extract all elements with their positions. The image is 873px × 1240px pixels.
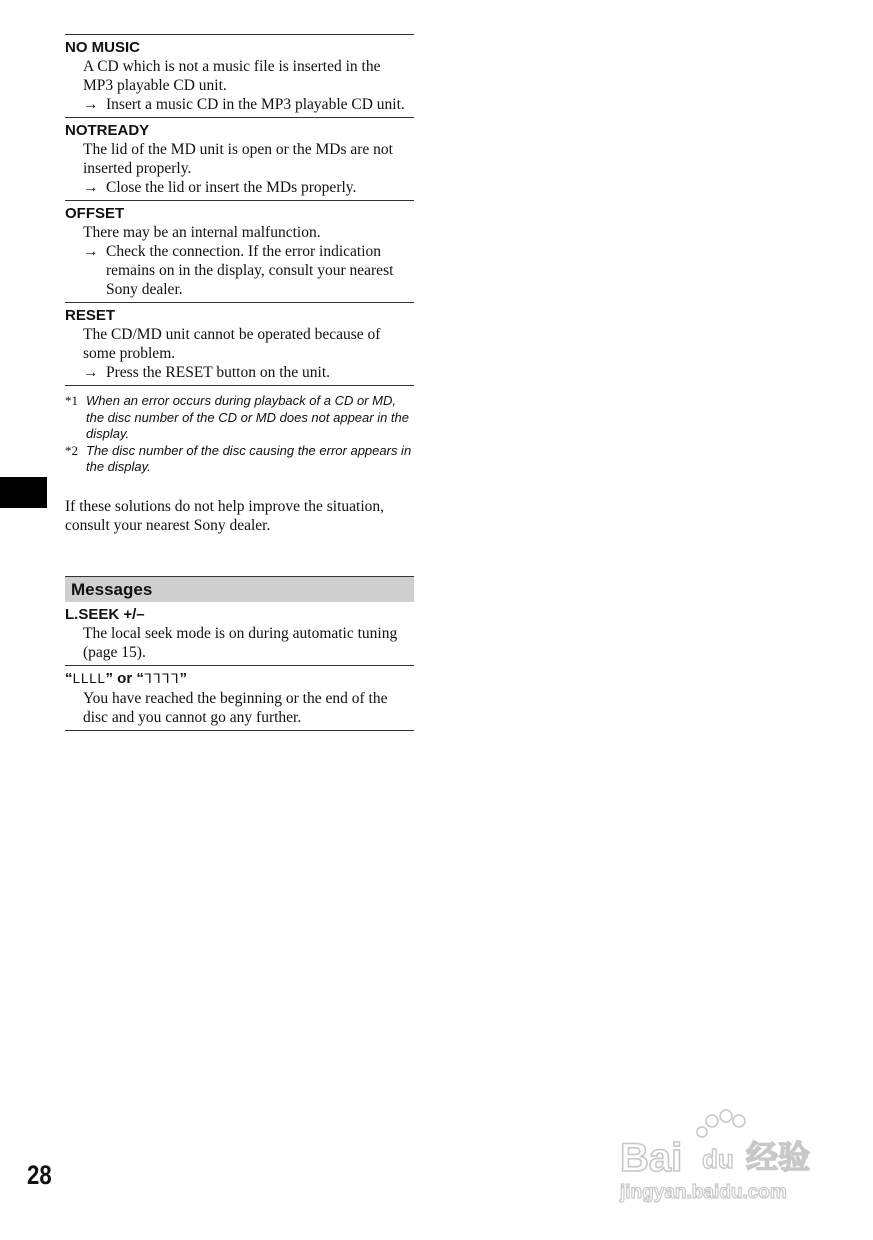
footnote-text: The disc number of the disc causing the error appears in the display. [86,442,412,474]
arrow-right-icon: → [83,243,99,260]
error-cause: There may be an internal malfunction. [83,224,321,241]
error-solution: → Press the RESET button on the unit. [83,364,331,381]
error-cause: The CD/MD unit cannot be operated because of some problem. [83,326,381,362]
arrow-right-icon: → [83,179,99,196]
message-entry-disc-limit [65,665,414,730]
display-segment-bottom: ᒪᒪᒪᒪ [72,671,106,687]
footnote-mark: *2 [65,442,78,458]
closing-paragraph: If these solutions do not help improve the situation, consult your nearest Sony dealer. [65,497,384,534]
watermark-brand-paw: du [702,1144,734,1174]
display-segment-top: ᒣᒣᒣᒣ [143,671,180,687]
error-entry-no-music [65,34,414,117]
error-code: NO MUSIC [65,39,140,56]
watermark-url: jingyan.baidu.com [620,1182,787,1203]
error-code: RESET [65,307,116,324]
error-solution: → Insert a music CD in the MP3 playable CD unit. [83,96,405,113]
main-column [65,34,414,731]
error-code: OFFSET [65,205,125,222]
divider [65,730,414,731]
error-entry-offset [65,200,414,302]
page-number: 28 [27,1160,52,1190]
section-thumb-tab [0,477,47,508]
footnote-text: When an error occurs during playback of a CD or MD, the disc number of the CD or MD does not appear in the display. [86,393,410,441]
error-solution: → Close the lid or insert the MDs properly. [83,179,357,196]
message-code: “ᒪᒪᒪᒪ” or “ᒣᒣᒣᒣ” [65,669,188,687]
watermark-brand: Bai [620,1136,683,1180]
error-cause: The lid of the MD unit is open or the MDs are not inserted properly. [83,141,393,177]
arrow-right-icon: → [83,96,99,113]
message-description: You have reached the beginning or the end of the disc and you cannot go any further. [83,689,388,726]
divider [65,385,414,386]
message-entry-lseek [65,602,414,665]
section-title-messages: Messages [65,576,414,602]
message-code: L.SEEK +/– [65,605,145,623]
footnote [65,443,414,476]
footnote [65,393,414,443]
error-code: NOTREADY [65,122,150,139]
error-solution: → Check the connection. If the error indication remains on in the display, consult your nearest Sony dealer. [83,243,394,298]
watermark-brand-cn: 经验 [746,1138,811,1176]
baidu-watermark [616,1108,822,1208]
error-entry-notready [65,117,414,200]
arrow-right-icon: → [83,364,99,381]
error-entry-reset [65,302,414,385]
footnote-mark: *1 [65,393,78,408]
message-description: The local seek mode is on during automatic tuning (page 15). [83,624,398,661]
footnotes [65,393,414,476]
error-cause: A CD which is not a music file is inserted in the MP3 playable CD unit. [83,58,381,94]
